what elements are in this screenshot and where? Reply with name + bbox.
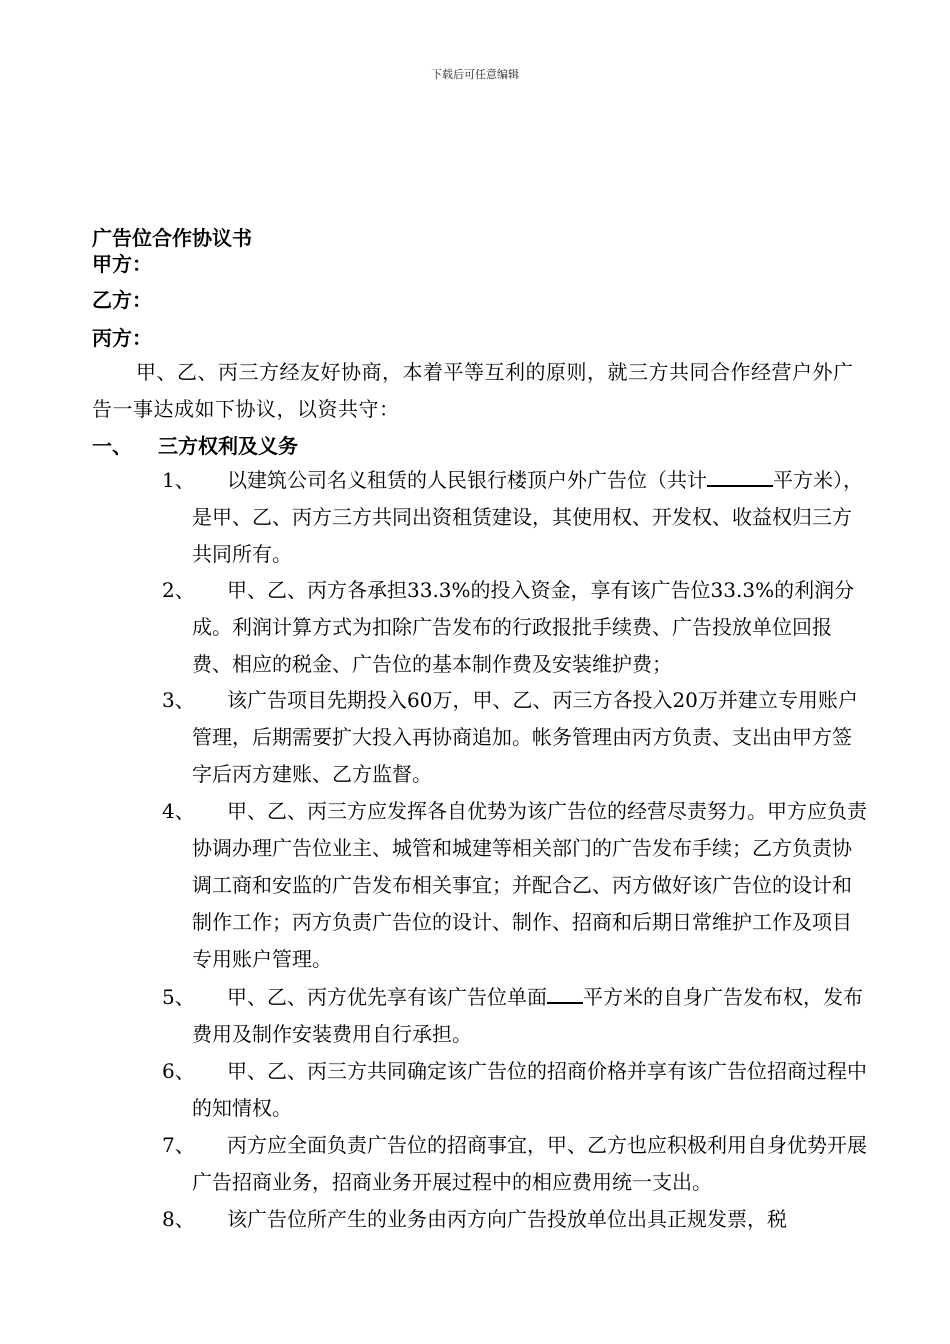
- party-c-label: 丙方：: [92, 326, 152, 350]
- party-b-label: 乙方：: [92, 288, 152, 312]
- clause-number: 8、: [162, 1207, 195, 1231]
- clause-number: 4、: [162, 799, 195, 823]
- fill-blank-area: [547, 980, 583, 1004]
- clause-item: [162, 572, 867, 683]
- clause-item: [162, 462, 867, 573]
- fill-blank-area: [707, 463, 773, 487]
- clause-item: [162, 1127, 867, 1201]
- clause-item: [162, 682, 867, 793]
- clause-number: 3、: [162, 688, 195, 712]
- clause-number: 2、: [162, 578, 195, 602]
- clause-item: [162, 1201, 867, 1238]
- section-number: 一、: [92, 434, 132, 458]
- clause-text-part: 甲、乙、丙方优先享有该广告位单面: [227, 985, 547, 1009]
- clause-text-part: 平方米），是甲、乙、丙方三方共同出资租赁建设，其使用权、开发权、收益权归三方共同所有。: [192, 468, 863, 566]
- intro-paragraph: 甲、乙、丙三方经友好协商，本着平等互利的原则，就三方共同合作经营户外广告一事达成如下协议，以资共守：: [92, 360, 854, 421]
- clause-item: [162, 793, 867, 978]
- clause-text: 该广告位所产生的业务由丙方向广告投放单位出具正规发票，税: [227, 1207, 787, 1231]
- clause-number: 6、: [162, 1059, 195, 1083]
- clause-text-part: 以建筑公司名义租赁的人民银行楼顶户外广告位（共计: [227, 468, 707, 492]
- clause-number: 5、: [162, 985, 195, 1009]
- clause-item: [162, 979, 867, 1053]
- clause-text-part: 平方米的自身广告发布权，发布费用及制作安装费用自行承担。: [192, 985, 863, 1046]
- clause-item: [162, 1053, 867, 1127]
- party-a-label: 甲方：: [92, 252, 152, 276]
- clause-text: 甲、乙、丙三方共同确定该广告位的招商价格并享有该广告位招商过程中的知情权。: [192, 1059, 867, 1120]
- section-title: 三方权利及义务: [158, 434, 298, 458]
- clause-text: [192, 462, 867, 573]
- clause-text: 丙方应全面负责广告位的招商事宜，甲、乙方也应积极利用自身优势开展广告招商业务，招商业务开展过程中的相应费用统一支出。: [192, 1133, 867, 1194]
- clause-text: [192, 979, 867, 1053]
- clause-number: 7、: [162, 1133, 195, 1157]
- clause-text: 该广告项目先期投入60万，甲、乙、丙三方各投入20万并建立专用账户管理，后期需要扩大投入再协商追加。帐务管理由丙方负责、支出由甲方签字后丙方建账、乙方监督。: [192, 688, 858, 786]
- clause-number: 1、: [162, 468, 195, 492]
- clause-text: 甲、乙、丙三方应发挥各自优势为该广告位的经营尽责努力。甲方应负责协调办理广告位业主、城管和城建等相关部门的广告发布手续；乙方负责协调工商和安监的广告发布相关事宜；并配合乙、丙方做好该广告位的设计和制作工作；丙方负责广告位的设计、制作、招商和后期日常维护工作及项目专用账户管理。: [192, 799, 867, 971]
- page-header-note: 下载后可任意编辑: [431, 68, 519, 81]
- document-title: 广告位合作协议书: [92, 226, 252, 250]
- section-heading: [92, 428, 298, 464]
- clause-text: 甲、乙、丙方各承担33.3%的投入资金，享有该广告位33.3%的利润分成。利润计算方式为扣除广告发布的行政报批手续费、广告投放单位回报费、相应的税金、广告位的基本制作费及安装维护费；: [192, 578, 855, 676]
